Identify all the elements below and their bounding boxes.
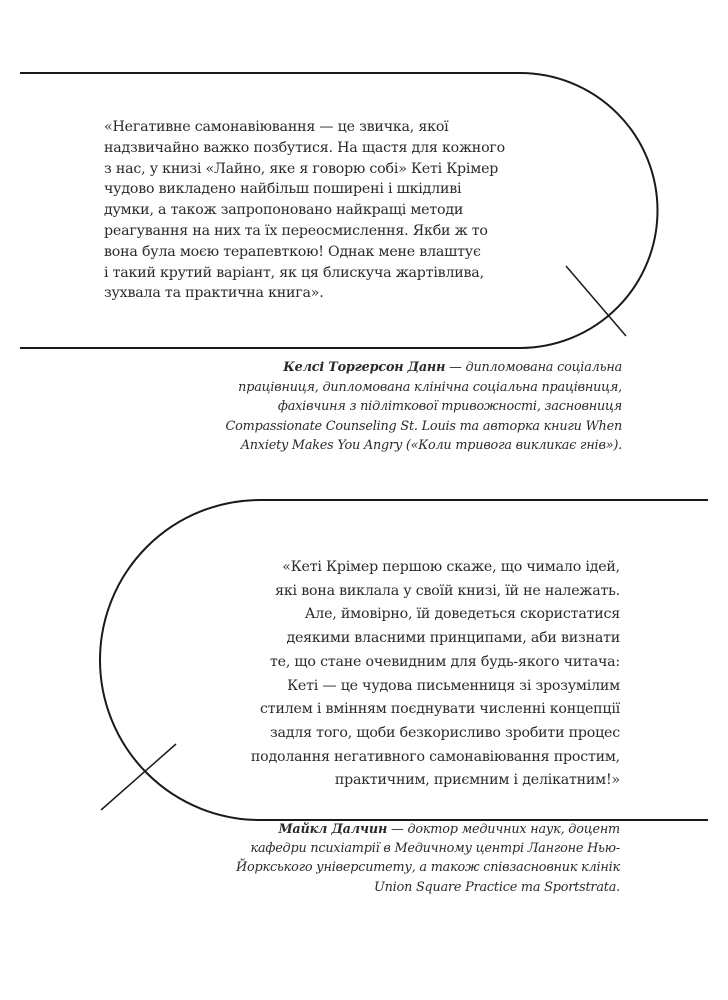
quote-line: деякими власними принципами, аби визнати xyxy=(286,630,620,647)
attribution-line: Йоркського університету, а також співзасновник клінік xyxy=(236,860,620,876)
author-title: — доктор медичних наук, доцент xyxy=(387,822,620,837)
quote-line: думки, а також запропоновано найкращі методи xyxy=(104,202,464,219)
author-name: Келсі Торгерсон Данн xyxy=(283,360,446,375)
author-title: — дипломована соціальна xyxy=(445,360,622,375)
quote-line: надзвичайно важко позбутися. На щастя для кожного xyxy=(104,139,505,156)
quote-line: які вона виклала у своїй книзі, їй не належать. xyxy=(275,582,620,599)
quote-line: з нас, у книзі «Лайно, яке я говорю собі» Кеті Крімер xyxy=(104,160,499,177)
quote-2 xyxy=(251,556,620,793)
attribution-line: кафедри психіатрії в Медичному центрі Лангоне Нью- xyxy=(250,841,620,857)
attribution-line: працівниця, дипломована клінічна соціальна працівниця, xyxy=(238,379,622,395)
attribution-line: Union Square Practice та Sportstrata. xyxy=(374,879,620,895)
quote-line: задля того, щоби безкорисливо зробити процес xyxy=(269,724,620,741)
attribution-line: Anxiety Makes You Angry («Коли тривога викликає гнів»). xyxy=(240,438,622,454)
quote-line: практичним, приємним і делікатним!» xyxy=(334,772,620,789)
quote-line: «Негативне самонавіювання — це звичка, якої xyxy=(104,119,449,135)
attribution-line: Compassionate Counseling St. Louis та авторка книги When xyxy=(225,418,622,434)
quote-line: подолання негативного самонавіювання простим, xyxy=(250,748,620,765)
cross-line-bottom xyxy=(101,744,176,810)
attribution-line: фахівчиня з підліткової тривожності, засновниця xyxy=(277,399,622,415)
quote-line: Кеті — це чудова письменниця зі зрозумілим xyxy=(287,677,620,694)
quote-line: чудово викладено найбільш поширені і шкідливі xyxy=(104,181,462,198)
quote-line: Але, ймовірно, їй доведеться скористатися xyxy=(304,606,620,623)
attribution-1 xyxy=(226,358,622,456)
quote-1 xyxy=(104,117,505,304)
author-name: Майкл Далчин xyxy=(278,822,388,837)
quote-line: стилем і вмінням поєднувати численні концепції xyxy=(260,701,620,718)
quote-line: вона була моєю терапевткою! Однак мене влаштує xyxy=(104,243,481,260)
quote-line: те, що стане очевидним для будь-якого читача: xyxy=(269,653,620,670)
attribution-2 xyxy=(236,820,620,897)
quote-line: і такий крутий варіант, як ця блискуча жартівлива, xyxy=(104,264,484,281)
quote-line: зухвала та практична книга». xyxy=(104,285,324,302)
quote-line: реагування на них та їх переосмислення. Якби ж то xyxy=(104,222,488,239)
quote-line: «Кеті Крімер першою скаже, що чимало ідей, xyxy=(282,559,620,575)
